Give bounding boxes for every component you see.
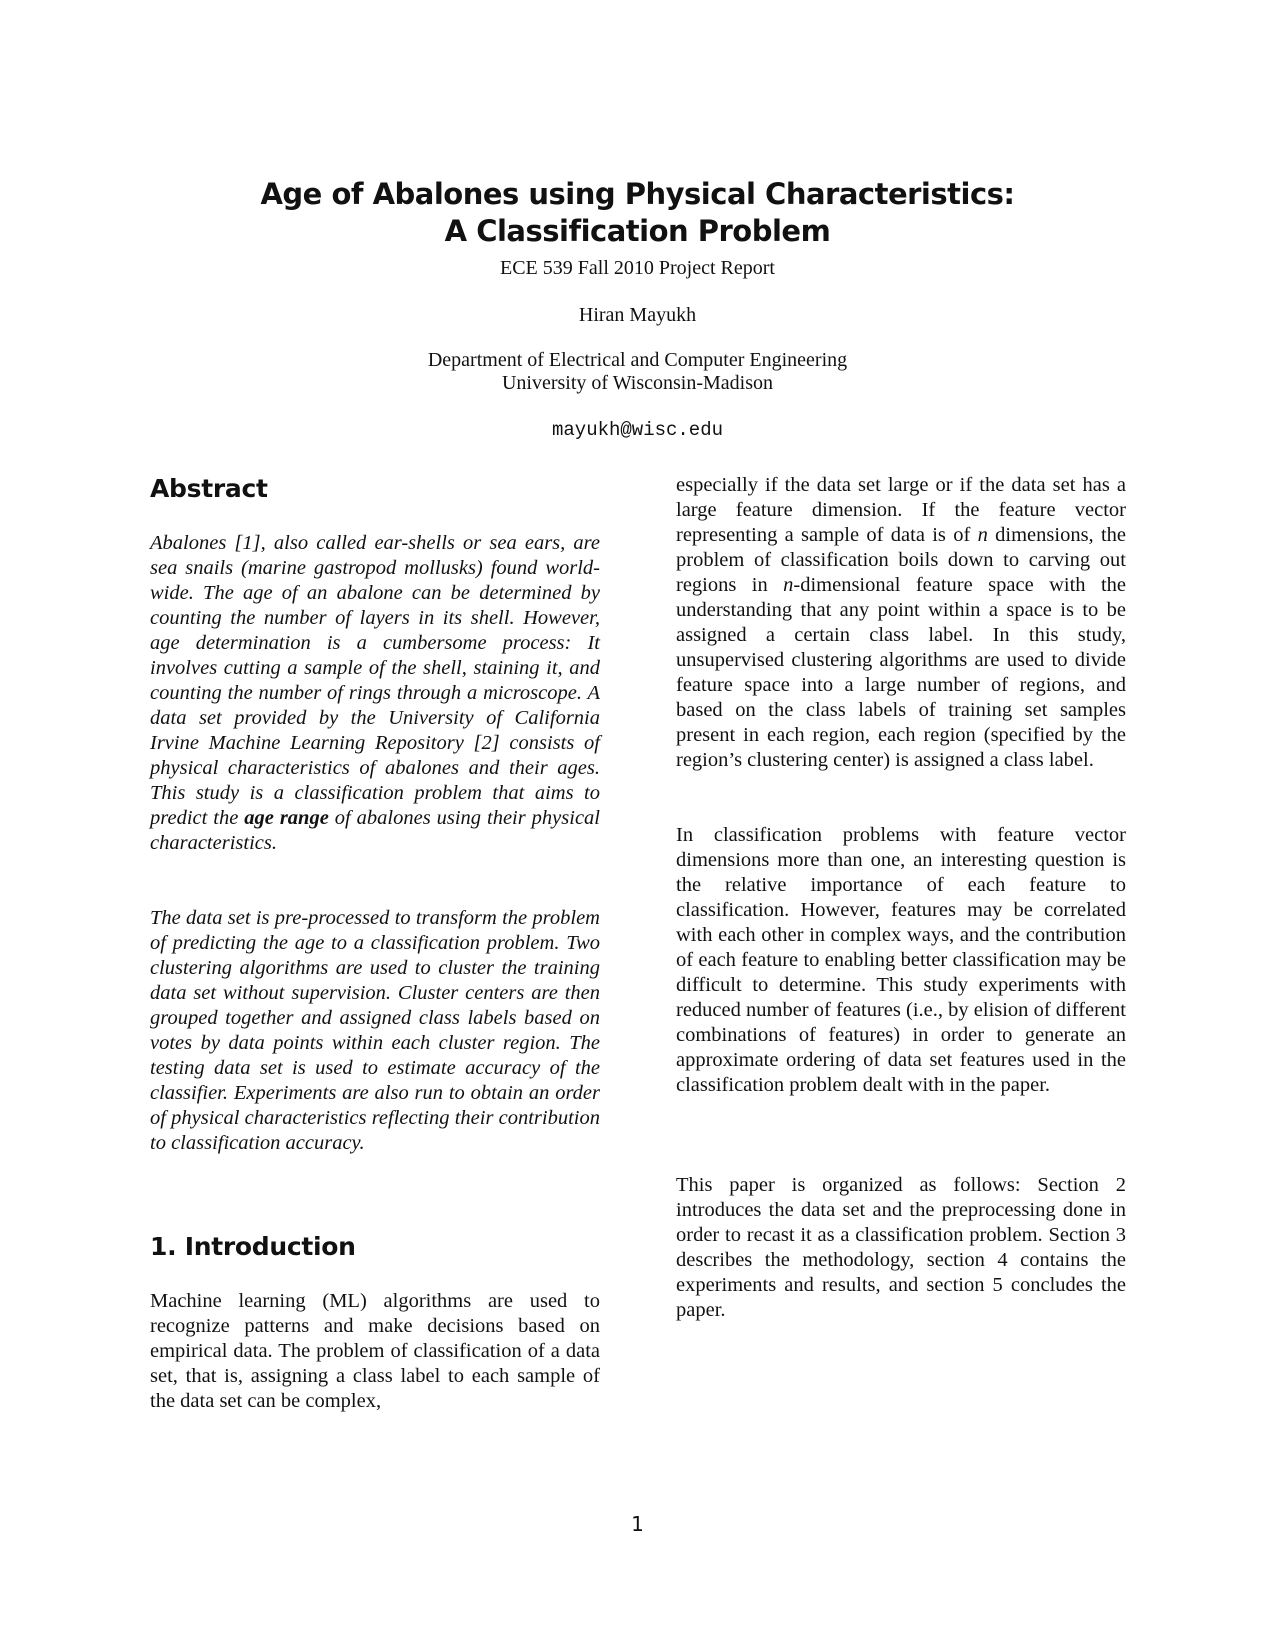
- intro-cont-n-1: n: [977, 524, 988, 546]
- introduction-paragraph-1: Machine learning (ML) algorithms are used to recognize patterns and make decisions based on empirical data. The problem of classification of a data set, that is, assigning a class label to each sample of the data set can be complex,: [150, 1290, 600, 1412]
- intro-cont-text-c: -dimensional feature space with the understanding that any point within a space is to be assigned a certain class label. In this study, unsupervised clustering algorithms are used to divide feature space into a large number of regions, and based on the class labels of training set samples present in each region, each region (specified by the region’s clustering center) is assigned a class label.: [676, 574, 1127, 771]
- author-name: Hiran Mayukh: [578, 304, 697, 326]
- abstract-paragraph-1: [150, 531, 600, 856]
- author-department: Department of Electrical and Computer Engineering: [427, 349, 848, 371]
- paper-title-line-1: Age of Abalones using Physical Characteristics:: [260, 177, 1015, 211]
- abstract-p1-text: Abalones [1], also called ear-shells or sea ears, are sea snails (marine gastropod mollusks) found world-wide. The age of an abalone can be determined by counting the number of layers in its shell. However, age determination is a cumbersome process: It involves cutting a sample of the shell, staining it, and counting the number of rings through a microscope. A data set provided by the University of California Irvine Machine Learning Repository [2] consists of physical characteristics of abalones and their ages. This study is a classification problem that aims to predict the: [150, 532, 600, 829]
- author-email: mayukh@wisc.edu: [551, 419, 724, 441]
- abstract-p1-end: of abalones using their physical characteristics.: [150, 807, 600, 854]
- intro-cont-n-2: n: [783, 574, 794, 596]
- abstract-paragraph-2: The data set is pre-processed to transform the problem of predicting the age to a classification problem. Two clustering algorithms are used to cluster the training data set without supervision. Cluster centers are then grouped together and assigned class labels based on votes by data points within each cluster region. The testing data set is used to estimate accuracy of the classifier. Experiments are also run to obtain an order of physical characteristics reflecting their contribution to classification accuracy.: [150, 907, 600, 1154]
- intro-cont-text-b: dimensions, the problem of classification boils down to carving out regions in: [676, 524, 1127, 596]
- abstract-p1-bold: age range: [244, 807, 329, 829]
- paper-subtitle: ECE 539 Fall 2010 Project Report: [500, 257, 775, 279]
- introduction-paragraph-1-continued: [676, 473, 1126, 773]
- intro-cont-text-a: especially if the data set large or if the data set has a large feature dimension. If the feature vector representing a sample of data is of: [676, 474, 1126, 546]
- abstract-heading: Abstract: [150, 474, 268, 503]
- author-university: University of Wisconsin-Madison: [501, 372, 774, 394]
- introduction-paragraph-3: This paper is organized as follows: Section 2 introduces the data set and the preprocessing done in order to recast it as a classification problem. Section 3 describes the methodology, section 4 contains the experiments and results, and section 5 concludes the paper.: [676, 1174, 1126, 1321]
- introduction-paragraph-2: In classification problems with feature vector dimensions more than one, an interesting question is the relative importance of each feature to classification. However, features may be correlated with each other in complex ways, and the contribution of each feature to enabling better classification may be difficult to determine. This study experiments with reduced number of features (i.e., by elision of different combinations of features) in order to generate an approximate ordering of data set features used in the classification problem dealt with in the paper.: [676, 824, 1126, 1096]
- paper-title-line-2: A Classification Problem: [444, 214, 831, 248]
- introduction-heading: 1. Introduction: [150, 1232, 356, 1261]
- page-number: 1: [631, 1512, 644, 1536]
